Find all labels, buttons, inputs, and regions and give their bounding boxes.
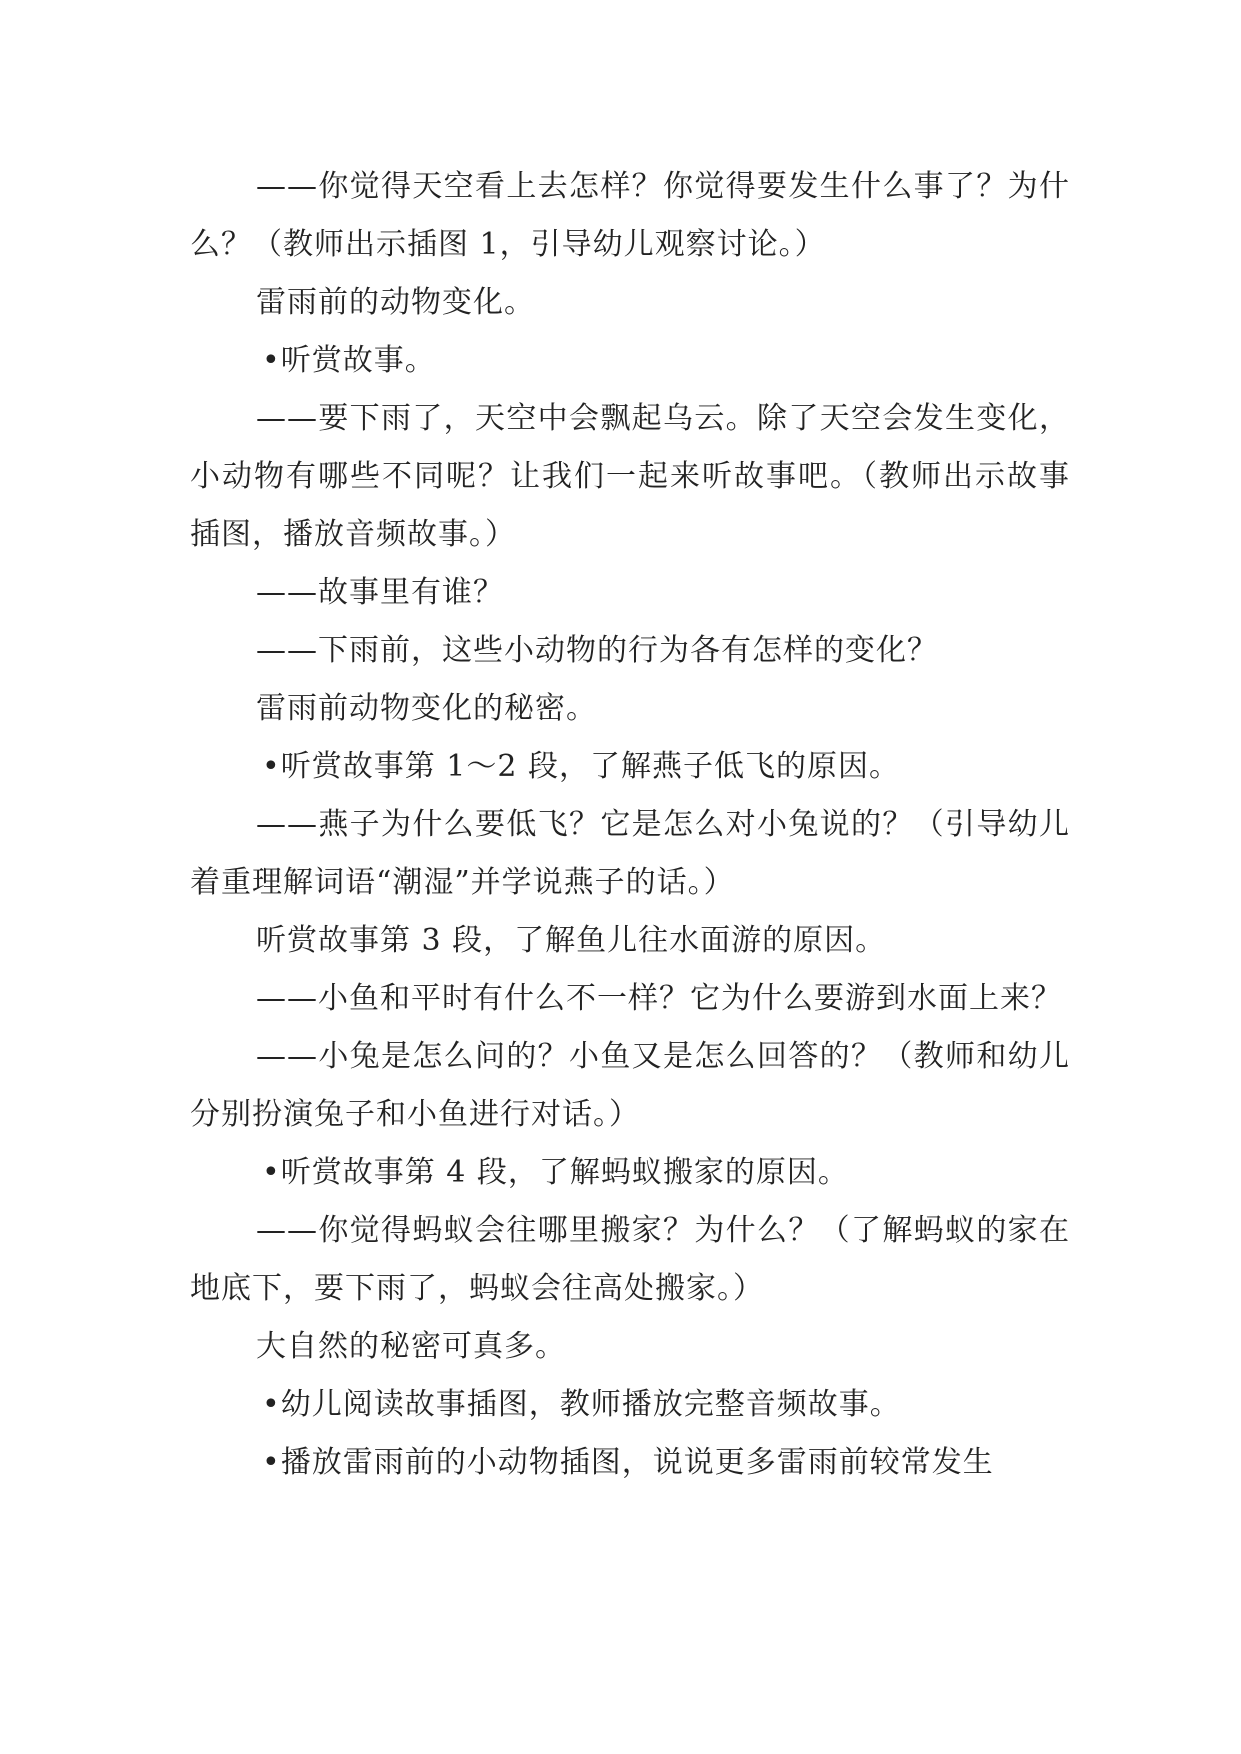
paragraph-dialog: ——故事里有谁？ [256,575,504,610]
paragraph-bullet: •听赏故事第 1～2 段，了解燕子低飞的原因。 [262,749,900,784]
paragraph-dialog: ——你觉得蚂蚁会往哪里搬家？为什么？（了解蚂蚁的家在地底下，要下雨了，蚂蚁会往高处搬家。） [190,1213,1070,1306]
paragraph-heading: 大自然的秘密可真多。 [256,1329,566,1364]
paragraph-dialog: ——下雨前，这些小动物的行为各有怎样的变化？ [256,633,938,668]
paragraph-dialog: ——要下雨了，天空中会飘起乌云。除了天空会发生变化，小动物有哪些不同呢？让我们一起来听故事吧。（教师出示故事插图，播放音频故事。） [190,401,1070,552]
paragraph-heading: 听赏故事第 3 段，了解鱼儿往水面游的原因。 [256,923,887,958]
paragraph-bullet: •听赏故事第 4 段，了解蚂蚁搬家的原因。 [262,1155,849,1190]
paragraph-heading: 雷雨前动物变化的秘密。 [256,691,597,726]
document-body [190,158,1070,1492]
paragraph-dialog: ——小鱼和平时有什么不一样？它为什么要游到水面上来？ [256,981,1062,1016]
paragraph-heading: 雷雨前的动物变化。 [256,285,535,320]
paragraph-bullet: •幼儿阅读故事插图，教师播放完整音频故事。 [262,1387,901,1422]
paragraph-bullet: •播放雷雨前的小动物插图，说说更多雷雨前较常发生 [262,1445,994,1480]
paragraph-dialog: ——你觉得天空看上去怎样？你觉得要发生什么事了？为什么？（教师出示插图 1，引导幼儿观察讨论。） [190,169,1070,262]
paragraph-bullet: •听赏故事。 [262,343,436,378]
paragraph-dialog: ——小兔是怎么问的？小鱼又是怎么回答的？（教师和幼儿分别扮演兔子和小鱼进行对话。） [190,1039,1070,1132]
paragraph-dialog: ——燕子为什么要低飞？它是怎么对小兔说的？（引导幼儿着重理解词语“潮湿”并学说燕子的话。） [190,807,1070,900]
